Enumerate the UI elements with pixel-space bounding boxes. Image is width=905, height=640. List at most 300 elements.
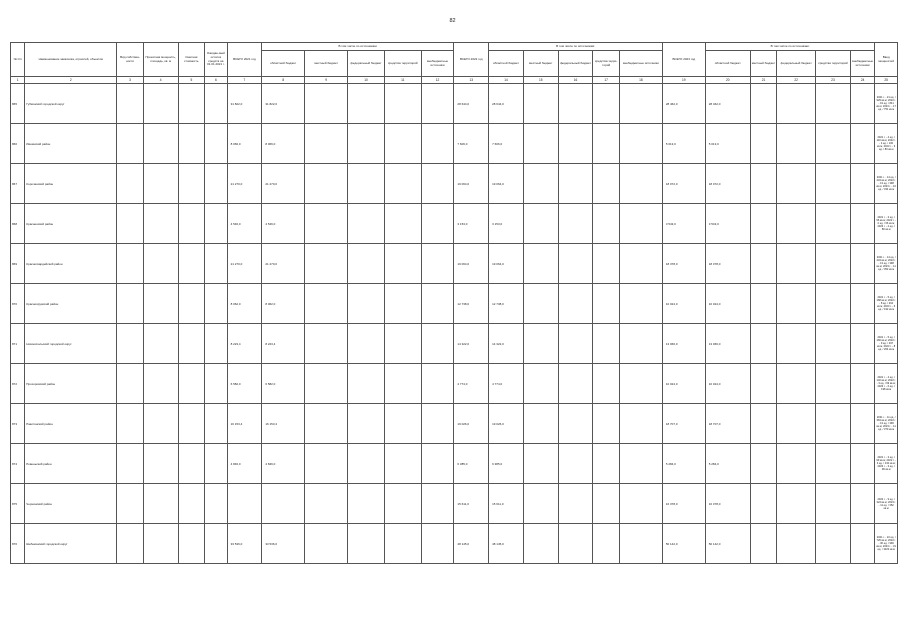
- empty-cell: [348, 324, 385, 364]
- total-2022: 7 606,0: [454, 124, 489, 164]
- empty-cell: [305, 404, 348, 444]
- empty-cell: [750, 484, 777, 524]
- empty-cell: [205, 244, 227, 284]
- total-2023: 50 142,0: [662, 524, 705, 564]
- empty-cell: [816, 284, 851, 324]
- empty-cell: [558, 244, 593, 284]
- empty-cell: [421, 84, 454, 124]
- empty-cell: [143, 444, 178, 484]
- column-number: 9: [305, 77, 348, 84]
- empty-cell: [523, 124, 558, 164]
- capacity-input: 2021 г. - 4 ед. / 132 кв.м; 2022 г. - 3 ед. / 99 кв.м; 2023 г. - 6 ед. / 198 кв.м: [875, 364, 898, 404]
- row-name: Ракитянский район: [25, 404, 117, 444]
- table-row: [11, 364, 898, 404]
- table-row: [11, 524, 898, 564]
- total-2021: [227, 484, 262, 524]
- empty-cell: [816, 244, 851, 284]
- empty-cell: [558, 524, 593, 564]
- empty-cell: [850, 364, 875, 404]
- capacity-input: 2022 г. - 9 ед. / 324 кв.м; 2023 г. - 11 ед. / 352 кв.м: [875, 484, 898, 524]
- empty-cell: [117, 84, 144, 124]
- header-source: средства территорий: [384, 51, 421, 77]
- empty-cell: [850, 524, 875, 564]
- table-row: [11, 484, 898, 524]
- column-number-row: [11, 77, 898, 84]
- column-number: 5: [178, 77, 205, 84]
- empty-cell: [205, 444, 227, 484]
- empty-cell: [143, 364, 178, 404]
- regional-budget-2022: 3 153,0: [489, 204, 524, 244]
- regional-budget-2022: 48 145,0: [489, 524, 524, 564]
- empty-cell: [421, 244, 454, 284]
- empty-cell: [305, 324, 348, 364]
- header-name: Наименование заказчика, отраслей, объектов: [25, 43, 117, 77]
- empty-cell: [523, 364, 558, 404]
- column-number: 13: [454, 77, 489, 84]
- empty-cell: [421, 364, 454, 404]
- empty-cell: [143, 124, 178, 164]
- empty-cell: [117, 444, 144, 484]
- empty-cell: [593, 444, 620, 484]
- empty-cell: [421, 164, 454, 204]
- total-2022: 4 774,0: [454, 364, 489, 404]
- row-number: 875: [11, 484, 25, 524]
- total-2021: 21 270,0: [227, 164, 262, 204]
- empty-cell: [777, 284, 816, 324]
- row-number: 870: [11, 284, 25, 324]
- regional-budget-2022: 19 026,0: [489, 404, 524, 444]
- empty-cell: [348, 204, 385, 244]
- empty-cell: [558, 484, 593, 524]
- header-capacity-input: Ввод мощностей: [875, 43, 898, 77]
- empty-cell: [117, 404, 144, 444]
- row-number: 866: [11, 124, 25, 164]
- empty-cell: [348, 84, 385, 124]
- empty-cell: [850, 204, 875, 244]
- header-cost: Сметная стоимость: [178, 43, 205, 77]
- empty-cell: [777, 524, 816, 564]
- empty-cell: [558, 444, 593, 484]
- regional-budget-2021: 6 582,0: [262, 364, 305, 404]
- empty-cell: [750, 124, 777, 164]
- empty-cell: [143, 204, 178, 244]
- regional-budget-2022: 12 738,0: [489, 284, 524, 324]
- header-capacity: Проектная мощность, площадь, кв. м: [143, 43, 178, 77]
- table-row: [11, 284, 898, 324]
- total-2023: 3 543,0: [662, 204, 705, 244]
- header-source: средства терри-торий: [593, 51, 620, 77]
- column-number: 22: [777, 77, 816, 84]
- empty-cell: [816, 404, 851, 444]
- column-number: 4: [143, 77, 178, 84]
- empty-cell: [384, 244, 421, 284]
- empty-cell: [178, 124, 205, 164]
- header-total-2023: ВСЕГО 2023 год: [662, 43, 705, 77]
- regional-budget-2022: 19 064,0: [489, 244, 524, 284]
- total-2023: 13 066,0: [662, 324, 705, 364]
- capacity-input: 2021 г. - 3 ед. / 96 кв.м; 2022 г. - 2 ед. / 66 кв.м; 2023 г. - 2 ед. / 80 кв.м: [875, 204, 898, 244]
- column-number: 19: [662, 77, 705, 84]
- empty-cell: [850, 284, 875, 324]
- row-number: 871: [11, 324, 25, 364]
- column-number: 6: [205, 77, 227, 84]
- empty-cell: [750, 324, 777, 364]
- empty-cell: [523, 404, 558, 444]
- capacity-input: 2021 г. - 14 ед. / 443 кв.м; 2022 г. - 13 ед. / 398 кв.м; 2023 г. - 10 ед. / 334 кв.м: [875, 164, 898, 204]
- empty-cell: [384, 524, 421, 564]
- empty-cell: [384, 484, 421, 524]
- empty-cell: [619, 324, 662, 364]
- regional-budget-2023: 5 013,0: [705, 124, 750, 164]
- row-name: Красногвардейский район: [25, 244, 117, 284]
- column-number: 11: [384, 77, 421, 84]
- empty-cell: [850, 484, 875, 524]
- empty-cell: [205, 324, 227, 364]
- header-source: федеральный бюджет: [558, 51, 593, 77]
- empty-cell: [523, 524, 558, 564]
- header-source: областной бюджет: [489, 51, 524, 77]
- empty-cell: [348, 124, 385, 164]
- empty-cell: [384, 164, 421, 204]
- empty-cell: [178, 404, 205, 444]
- column-number: 20: [705, 77, 750, 84]
- total-2022: 48 145,0: [454, 524, 489, 564]
- empty-cell: [421, 524, 454, 564]
- regional-budget-2023: 50 142,0: [705, 524, 750, 564]
- regional-budget-2021: 4 546,0: [262, 204, 305, 244]
- capacity-input: 2021 г. - 14 ед. / 443 кв.м; 2022 г. - 13 ед. / 398 кв.м; 2023 г. - 11 ед. / 352 кв.м: [875, 244, 898, 284]
- total-2021: 31 822,0: [227, 84, 262, 124]
- empty-cell: [619, 284, 662, 324]
- row-number: 869: [11, 244, 25, 284]
- header-source: средства территорий: [816, 51, 851, 77]
- row-name: Чернянский район: [25, 484, 117, 524]
- empty-cell: [593, 364, 620, 404]
- empty-cell: [523, 84, 558, 124]
- regional-budget-2021: 21 270,0: [262, 244, 305, 284]
- header-ownership: Вид собствен-ности: [117, 43, 144, 77]
- column-number: 24: [850, 77, 875, 84]
- empty-cell: [850, 244, 875, 284]
- total-2021: 8 066,0: [227, 124, 262, 164]
- empty-cell: [117, 244, 144, 284]
- row-name: Шебекинский городской округ: [25, 524, 117, 564]
- total-2021: 21 270,0: [227, 244, 262, 284]
- total-2021: 16 153,4: [227, 404, 262, 444]
- total-2021: 33 536,0: [227, 524, 262, 564]
- regional-budget-2021: 31 822,0: [262, 84, 305, 124]
- empty-cell: [348, 524, 385, 564]
- regional-budget-2023: 18 378,0: [705, 244, 750, 284]
- table-row: [11, 444, 898, 484]
- empty-cell: [143, 284, 178, 324]
- empty-cell: [205, 124, 227, 164]
- table-row: [11, 324, 898, 364]
- empty-cell: [593, 404, 620, 444]
- empty-cell: [619, 244, 662, 284]
- column-number: 18: [619, 77, 662, 84]
- empty-cell: [178, 524, 205, 564]
- empty-cell: [143, 84, 178, 124]
- empty-cell: [117, 524, 144, 564]
- total-2022: 19 064,0: [454, 244, 489, 284]
- empty-cell: [421, 324, 454, 364]
- regional-budget-2023: 3 543,0: [705, 204, 750, 244]
- empty-cell: [143, 484, 178, 524]
- empty-cell: [178, 284, 205, 324]
- total-2023: 10 024,0: [662, 364, 705, 404]
- empty-cell: [619, 164, 662, 204]
- regional-budget-2021: 21 270,0: [262, 164, 305, 204]
- table-row: [11, 404, 898, 444]
- empty-cell: [850, 404, 875, 444]
- empty-cell: [421, 284, 454, 324]
- empty-cell: [619, 444, 662, 484]
- row-name: Краснояружский район: [25, 284, 117, 324]
- empty-cell: [348, 484, 385, 524]
- column-number: 16: [558, 77, 593, 84]
- empty-cell: [816, 164, 851, 204]
- header-sources-2022: В том числе по источникам:: [489, 43, 663, 51]
- empty-cell: [558, 364, 593, 404]
- empty-cell: [421, 124, 454, 164]
- empty-cell: [143, 324, 178, 364]
- empty-cell: [384, 284, 421, 324]
- header-source: федеральный бюджет: [348, 51, 385, 77]
- empty-cell: [178, 244, 205, 284]
- regional-budget-2022: 6 385,0: [489, 444, 524, 484]
- header-source: внебюджетные источники: [421, 51, 454, 77]
- header-remaining: Ожидае-мый остаток средств на 01.01.2021 г.: [205, 43, 227, 77]
- empty-cell: [593, 284, 620, 324]
- row-number: 867: [11, 164, 25, 204]
- header-source: федеральный бюджет: [777, 51, 816, 77]
- empty-cell: [117, 204, 144, 244]
- capacity-input: 2021 г. - 5 ед. / 168 кв.м; 2022 г. - 8 ед. / 264 кв.м; 2023 г. - 6 ед. / 192 кв.м: [875, 284, 898, 324]
- header-sources-2021: В том числе по источникам:: [262, 43, 454, 51]
- header-source: местный бюджет: [305, 51, 348, 77]
- empty-cell: [205, 204, 227, 244]
- column-number: 25: [875, 77, 898, 84]
- total-2022: 3 153,0: [454, 204, 489, 244]
- empty-cell: [750, 524, 777, 564]
- column-number: 8: [262, 77, 305, 84]
- regional-budget-2021: 8 066,0: [262, 124, 305, 164]
- header-source: областной бюджет: [705, 51, 750, 77]
- empty-cell: [750, 204, 777, 244]
- empty-cell: [593, 84, 620, 124]
- regional-budget-2022: 14 322,0: [489, 324, 524, 364]
- row-name: Красненский район: [25, 204, 117, 244]
- empty-cell: [777, 244, 816, 284]
- empty-cell: [619, 84, 662, 124]
- regional-budget-2021: 16 153,4: [262, 404, 305, 444]
- empty-cell: [593, 164, 620, 204]
- empty-cell: [816, 84, 851, 124]
- row-number: 865: [11, 84, 25, 124]
- empty-cell: [750, 284, 777, 324]
- empty-cell: [523, 284, 558, 324]
- empty-cell: [143, 404, 178, 444]
- empty-cell: [305, 284, 348, 324]
- total-2022: 15 611,0: [454, 484, 489, 524]
- regional-budget-2021: 8 062,0: [262, 284, 305, 324]
- empty-cell: [205, 484, 227, 524]
- empty-cell: [523, 244, 558, 284]
- empty-cell: [348, 444, 385, 484]
- empty-cell: [178, 84, 205, 124]
- empty-cell: [143, 164, 178, 204]
- empty-cell: [117, 284, 144, 324]
- empty-cell: [523, 204, 558, 244]
- empty-cell: [619, 484, 662, 524]
- column-number: 14: [489, 77, 524, 84]
- empty-cell: [305, 484, 348, 524]
- regional-budget-2023: 5 284,0: [705, 444, 750, 484]
- empty-cell: [816, 364, 851, 404]
- empty-cell: [777, 324, 816, 364]
- column-number: 3: [117, 77, 144, 84]
- empty-cell: [750, 164, 777, 204]
- empty-cell: [117, 484, 144, 524]
- regional-budget-2022: 7 606,0: [489, 124, 524, 164]
- empty-cell: [178, 444, 205, 484]
- empty-cell: [205, 524, 227, 564]
- empty-cell: [558, 204, 593, 244]
- empty-cell: [777, 124, 816, 164]
- empty-cell: [117, 364, 144, 404]
- empty-cell: [850, 124, 875, 164]
- total-2023: 18 072,0: [662, 164, 705, 204]
- empty-cell: [619, 524, 662, 564]
- total-2022: 19 064,0: [454, 164, 489, 204]
- empty-cell: [816, 204, 851, 244]
- empty-cell: [178, 324, 205, 364]
- regional-budget-2023: 16 378,0: [705, 484, 750, 524]
- total-2023: 16 378,0: [662, 484, 705, 524]
- empty-cell: [850, 164, 875, 204]
- capacity-input: 2021 г. - 21 ед. / 929 кв.м; 2022 г. - 19 ед. / 841 кв.м; 2023 г. - 17 ед. / 751 кв.м: [875, 84, 898, 124]
- empty-cell: [348, 244, 385, 284]
- capacity-input: 2021 г. - 11 ед. / 363 кв.м; 2022 г. - 13 ед. / 396 кв.м; 2023 г. - 11 ед. / 370 кв.м: [875, 404, 898, 444]
- row-name: Губкинский городской округ: [25, 84, 117, 124]
- header-total-2021: ВСЕГО 2021 год: [227, 43, 262, 77]
- empty-cell: [305, 164, 348, 204]
- empty-cell: [384, 124, 421, 164]
- regional-budget-2023: 13 066,0: [705, 324, 750, 364]
- empty-cell: [850, 324, 875, 364]
- empty-cell: [619, 124, 662, 164]
- header-sources-2023: В том числе по источникам:: [705, 43, 875, 51]
- table-row: [11, 164, 898, 204]
- empty-cell: [593, 524, 620, 564]
- empty-cell: [348, 284, 385, 324]
- empty-cell: [558, 404, 593, 444]
- empty-cell: [421, 404, 454, 444]
- header-total-2022: ВСЕГО 2022 год: [454, 43, 489, 77]
- empty-cell: [777, 404, 816, 444]
- table-row: [11, 84, 898, 124]
- empty-cell: [558, 84, 593, 124]
- empty-cell: [750, 404, 777, 444]
- column-number: 12: [421, 77, 454, 84]
- empty-cell: [305, 444, 348, 484]
- regional-budget-2022: 15 611,0: [489, 484, 524, 524]
- table-row: [11, 244, 898, 284]
- page-number: 82: [449, 18, 456, 24]
- regional-budget-2023: 10 024,0: [705, 364, 750, 404]
- column-number: 23: [816, 77, 851, 84]
- header-source: местный бюджет: [750, 51, 777, 77]
- empty-cell: [143, 244, 178, 284]
- row-name: Новооскольский городской округ: [25, 324, 117, 364]
- regional-budget-2023: 28 462,0: [705, 84, 750, 124]
- regional-budget-2022: 19 064,0: [489, 164, 524, 204]
- total-2023: 5 284,0: [662, 444, 705, 484]
- regional-budget-2021: 4 846,0: [262, 444, 305, 484]
- empty-cell: [178, 164, 205, 204]
- header-source: внебюджетные источники: [619, 51, 662, 77]
- empty-cell: [305, 524, 348, 564]
- empty-cell: [178, 364, 205, 404]
- regional-budget-2021: 33 536,0: [262, 524, 305, 564]
- empty-cell: [750, 364, 777, 404]
- row-name: Ровеньский район: [25, 444, 117, 484]
- empty-cell: [348, 364, 385, 404]
- empty-cell: [384, 204, 421, 244]
- total-2022: 14 322,0: [454, 324, 489, 364]
- capacity-input: 2021 г. - 4 ед. / 110 кв.м; 2022 г. - 4 ед. / 100 кв.м; 2023 г. - 3 ед. / 80 кв.м: [875, 124, 898, 164]
- empty-cell: [816, 524, 851, 564]
- empty-cell: [205, 404, 227, 444]
- total-2022: 12 738,0: [454, 284, 489, 324]
- regional-budget-2021: [262, 484, 305, 524]
- empty-cell: [178, 204, 205, 244]
- table-row: [11, 204, 898, 244]
- empty-cell: [178, 484, 205, 524]
- table-row: [11, 124, 898, 164]
- empty-cell: [421, 484, 454, 524]
- header-source: областной бюджет: [262, 51, 305, 77]
- empty-cell: [384, 364, 421, 404]
- header-no: № п/п: [11, 43, 25, 77]
- total-2021: 6 582,0: [227, 364, 262, 404]
- empty-cell: [619, 364, 662, 404]
- total-2021: 8 062,0: [227, 284, 262, 324]
- empty-cell: [384, 444, 421, 484]
- empty-cell: [777, 204, 816, 244]
- empty-cell: [750, 84, 777, 124]
- empty-cell: [750, 444, 777, 484]
- empty-cell: [750, 244, 777, 284]
- budget-table: [10, 42, 898, 564]
- total-2023: 18 707,0: [662, 404, 705, 444]
- empty-cell: [593, 484, 620, 524]
- empty-cell: [619, 204, 662, 244]
- empty-cell: [777, 364, 816, 404]
- empty-cell: [348, 164, 385, 204]
- total-2023: 28 462,0: [662, 84, 705, 124]
- column-number: 17: [593, 77, 620, 84]
- column-number: 7: [227, 77, 262, 84]
- regional-budget-2022: 28 644,0: [489, 84, 524, 124]
- empty-cell: [850, 84, 875, 124]
- empty-cell: [558, 284, 593, 324]
- empty-cell: [117, 124, 144, 164]
- row-name: Ивнянский район: [25, 124, 117, 164]
- row-number: 873: [11, 404, 25, 444]
- empty-cell: [205, 364, 227, 404]
